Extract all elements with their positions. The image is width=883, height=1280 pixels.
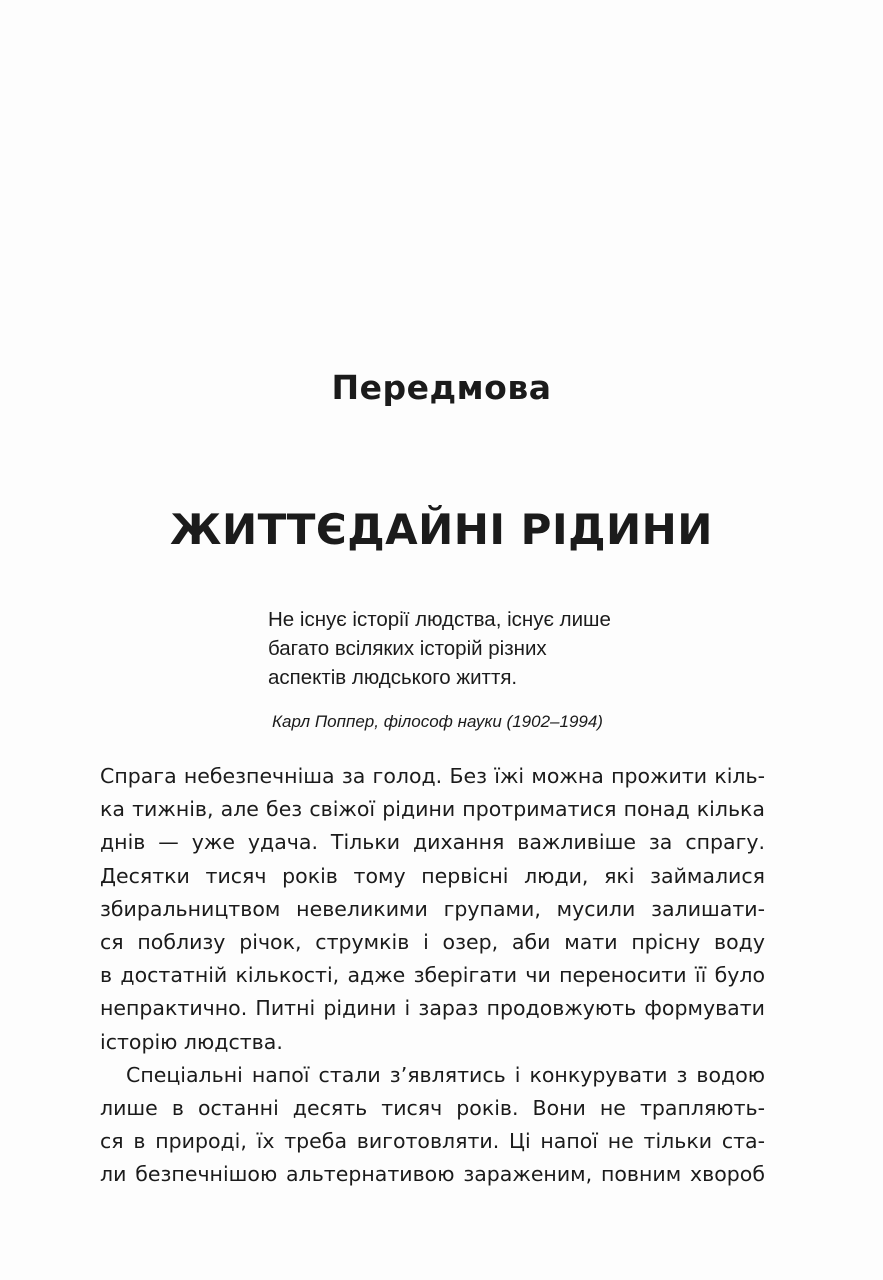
epigraph-line: багато всіляких історій різних (268, 637, 547, 660)
body-text (100, 760, 765, 1192)
text-line: в достатній кількості, адже зберігати чи переносити її було (100, 963, 765, 988)
epigraph (268, 605, 688, 732)
epigraph-line: аспектів людського життя. (268, 666, 518, 689)
text-line: ка тижнів, але без свіжої рідини протриматися понад кілька (100, 797, 765, 822)
epigraph-quote (268, 605, 688, 692)
text-line: лише в останні десять тисяч років. Вони не трапляють- (100, 1096, 765, 1121)
text-line: збиральництвом невеликими групами, мусили залишати- (100, 896, 765, 921)
text-line: днів — уже удача. Тільки дихання важливіше за спрагу. (100, 830, 765, 855)
text-line: історію людства. (100, 1029, 283, 1054)
text-line: непрактично. Питні рідини і зараз продовжують формувати (100, 996, 765, 1021)
text-line: Спрага небезпечніша за голод. Без їжі можна прожити кіль- (100, 764, 765, 788)
epigraph-attribution: Карл Поппер, філософ науки (1902–1994) (272, 712, 603, 731)
text-line: ся поблизу річок, струмків і озер, аби мати прісну воду (100, 930, 765, 955)
section-title: Передмова (331, 368, 552, 407)
epigraph-line: Не існує історії людства, існує лише (268, 608, 611, 631)
paragraph (100, 760, 765, 1059)
chapter-title: ЖИТТЄДАЙНІ РІДИНИ (170, 505, 713, 554)
text-line: Спеціальні напої стали з’являтись і конкурувати з водою (126, 1062, 765, 1087)
text-line: ся в природі, їх треба виготовляти. Ці напої не тільки ста- (100, 1129, 765, 1154)
text-line: Десятки тисяч років тому первісні люди, які займалися (100, 863, 765, 888)
text-line: ли безпечнішою альтернативою зараженим, повним хвороб (100, 1162, 765, 1187)
paragraph (100, 1059, 765, 1192)
